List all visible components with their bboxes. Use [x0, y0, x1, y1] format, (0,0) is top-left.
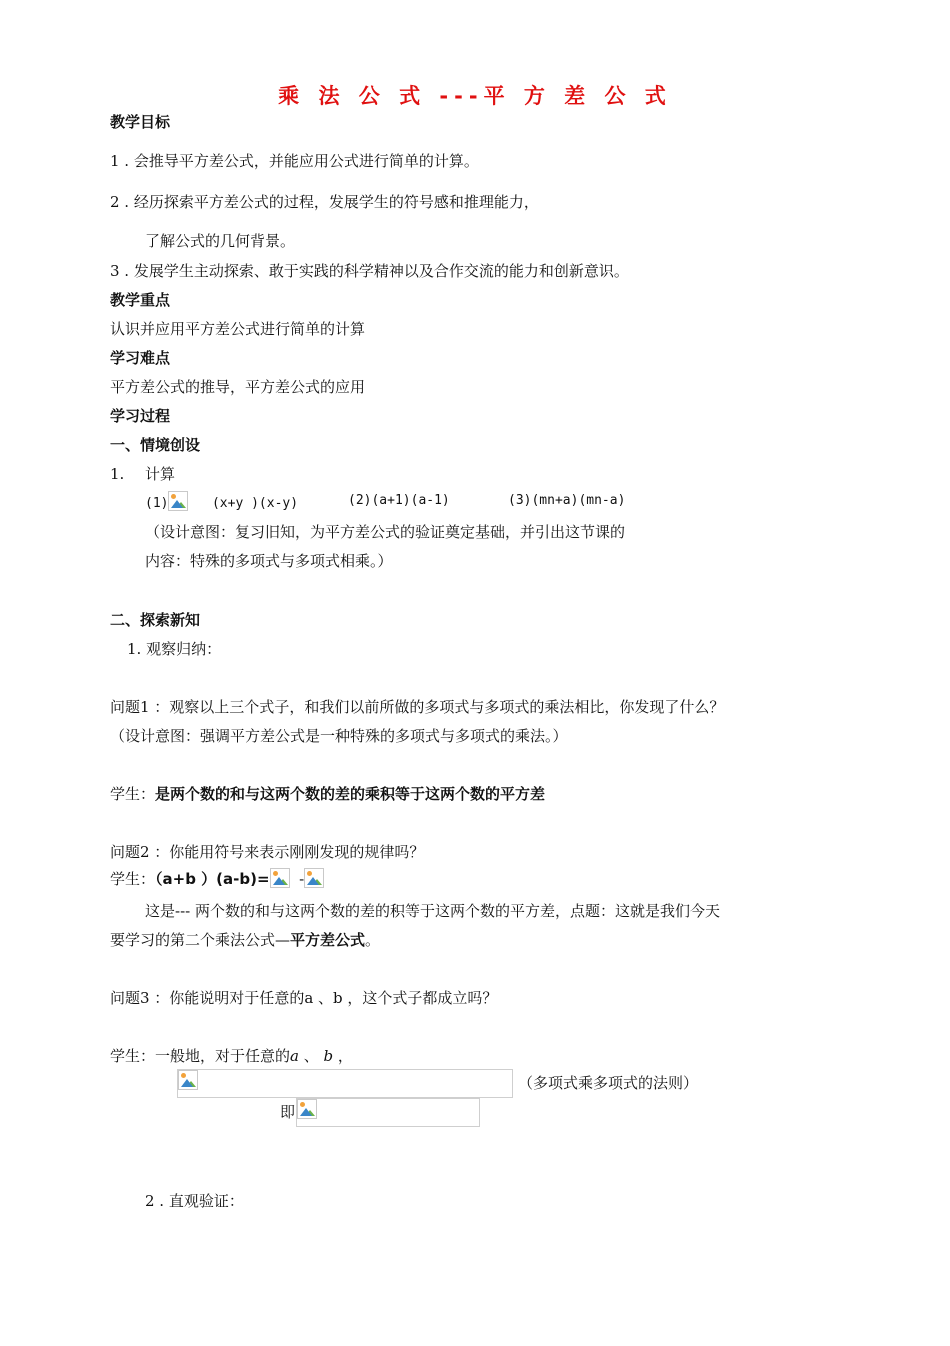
page-title: 乘 法 公 式 ---平 方 差 公 式 [278, 84, 672, 108]
question-1-note: （设计意图：强调平方差公式是一种特殊的多项式与多项式的乘法。） [110, 727, 568, 745]
goal-item-2-cont: 了解公式的几何背景。 [145, 232, 296, 250]
difficulties-text: 平方差公式的推导，平方差公式的应用 [110, 378, 366, 396]
exercise-1-number: (1) [145, 496, 169, 511]
subsection-observe: 1. 观察归纳： [127, 640, 222, 658]
student-answer-2 [110, 868, 324, 889]
student-answer-3 [110, 1046, 353, 1066]
comma: ， [333, 1047, 353, 1065]
section1-heading: 一、情境创设 [110, 436, 201, 454]
exercise-3: (3)(mn+a)(mn-a) [508, 493, 626, 508]
exercise-2: (2)(a+1)(a-1) [348, 493, 450, 508]
ji-label: 即 [280, 1103, 296, 1121]
student-answer-1-text: 是两个数的和与这两个数的差的乘积等于这两个数的平方差 [155, 785, 546, 803]
formula-image-icon [297, 1099, 317, 1119]
design-note-line-1: （设计意图：复习旧知，为平方差公式的验证奠定基础，并引出这节课的 [145, 523, 626, 541]
student-label: 学生： [110, 785, 156, 803]
difficulties-heading: 学习难点 [110, 349, 171, 367]
student-label: 学生： [110, 870, 156, 888]
explanation-line-1: 这是--- 两个数的和与这两个数的差的积等于这两个数的平方差，点题：这就是我们今天 [145, 902, 720, 920]
student-answer-2-formula: （a+b ）(a-b)= [155, 870, 270, 888]
formula-image-icon [168, 491, 188, 511]
explanation-line-2 [110, 930, 380, 950]
question-3: 问题3 ：你能说明对于任意的a 、b ，这个式子都成立吗？ [110, 989, 498, 1007]
goal-item-1: 1 . 会推导平方差公式，并能应用公式进行简单的计算。 [110, 152, 479, 170]
design-note-line-2: 内容：特殊的多项式与多项式相乘。） [145, 552, 393, 570]
variable-a: a [290, 1047, 299, 1065]
expansion-formula-box [177, 1069, 513, 1098]
student-answer-1 [110, 784, 545, 804]
goals-heading: 教学目标 [110, 113, 171, 131]
variable-b: b [323, 1047, 334, 1065]
subsection-visual-verify: 2 . 直观验证： [145, 1192, 244, 1210]
formula-image-icon [178, 1070, 198, 1090]
exercise-1 [145, 491, 298, 514]
key-points-heading: 教学重点 [110, 291, 171, 309]
key-points-text: 认识并应用平方差公式进行简单的计算 [110, 320, 366, 338]
formula-name: 平方差公式 [290, 931, 366, 949]
question-1: 问题1 ：观察以上三个式子，和我们以前所做的多项式与多项式的乘法相比，你发现了什么？ [110, 698, 725, 716]
minus-sign: - [299, 870, 305, 888]
separator: 、 [298, 1047, 319, 1065]
goal-item-2: 2 . 经历探索平方差公式的过程，发展学生的符号感和推理能力， [110, 193, 539, 211]
explanation-end: 。 [365, 931, 381, 949]
calc-number: 1. [110, 465, 125, 483]
exercise-1-expression: (x+y )(x-y) [211, 496, 299, 511]
formula-image-icon [270, 868, 290, 888]
result-formula-box [296, 1098, 480, 1127]
rule-note: （多项式乘多项式的法则） [518, 1074, 699, 1092]
goal-item-3: 3 . 发展学生主动探索、敢于实践的科学精神以及合作交流的能力和创新意识。 [110, 262, 629, 280]
formula-image-icon [304, 868, 324, 888]
question-2: 问题2 ：你能用符号来表示刚刚发现的规律吗？ [110, 843, 425, 861]
calc-label: 计算 [145, 465, 176, 483]
explanation-text: 要学习的第二个乘法公式— [110, 931, 291, 949]
student-answer-3-text: 学生：一般地，对于任意的 [110, 1047, 291, 1065]
process-heading: 学习过程 [110, 407, 171, 425]
section2-heading: 二、探索新知 [110, 611, 201, 629]
